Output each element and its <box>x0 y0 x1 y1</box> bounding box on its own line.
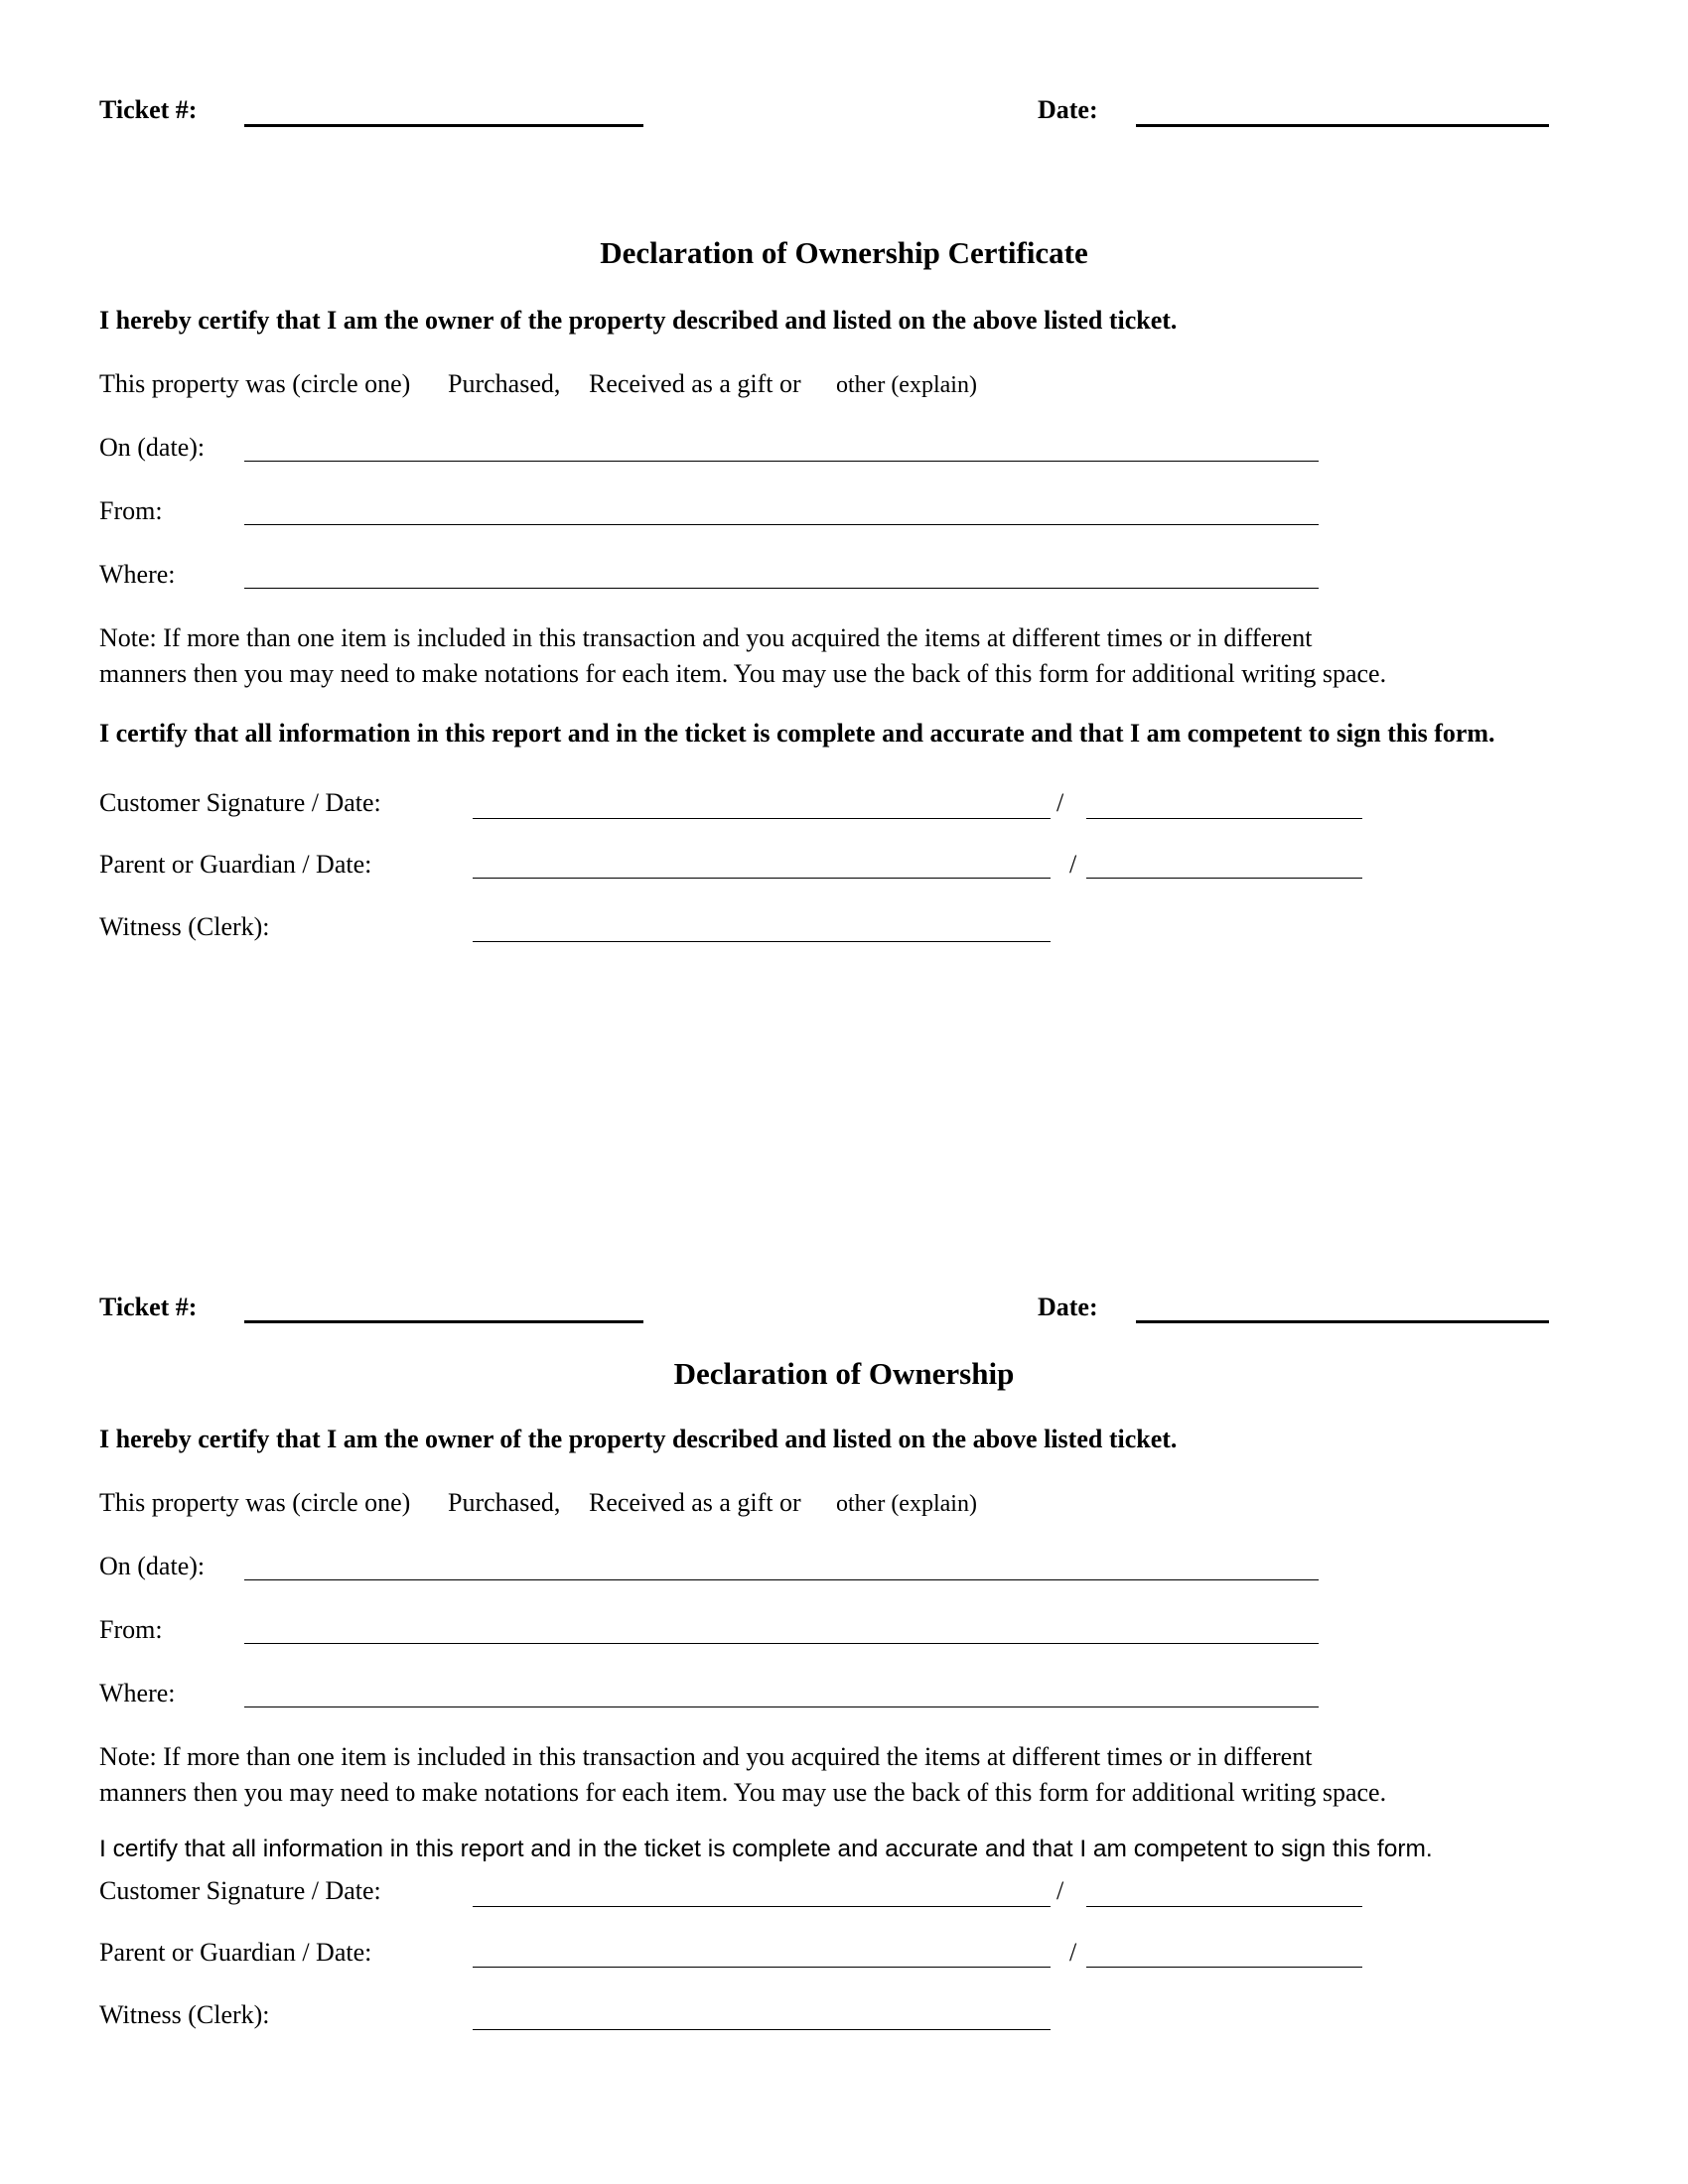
parent-date-field[interactable] <box>1086 878 1362 879</box>
from-label: From: <box>99 1615 163 1644</box>
property-prefix: This property was (circle one) <box>99 369 411 398</box>
note-line-2: manners then you may need to make notations for each item. You may use the back of this form for additional writing space. <box>99 659 1387 688</box>
on-date-label: On (date): <box>99 1552 206 1580</box>
ticket-label: Ticket #: <box>99 95 198 124</box>
date-field[interactable] <box>1136 1320 1549 1323</box>
where-label: Where: <box>99 560 176 589</box>
option-gift[interactable]: Received as a gift or <box>589 1488 801 1517</box>
note-line-2: manners then you may need to make notations for each item. You may use the back of this form for additional writing space. <box>99 1778 1387 1807</box>
parent-signature-field[interactable] <box>473 1967 1051 1968</box>
where-label: Where: <box>99 1679 176 1707</box>
witness-label: Witness (Clerk): <box>99 2000 270 2029</box>
witness-signature-field[interactable] <box>473 2029 1051 2030</box>
from-field[interactable] <box>244 1643 1319 1644</box>
from-label: From: <box>99 496 163 525</box>
certify-statement: I certify that all information in this report and in the ticket is complete and accurate and that I am competent to sign this form. <box>99 1836 1433 1862</box>
note-line-1: Note: If more than one item is included in this transaction and you acquired the items at different times or in different <box>99 623 1313 652</box>
parent-date-field[interactable] <box>1086 1967 1362 1968</box>
date-label: Date: <box>1038 95 1098 124</box>
ticket-label: Ticket #: <box>99 1293 198 1321</box>
on-date-label: On (date): <box>99 433 206 462</box>
form-title: Declaration of Ownership <box>673 1356 1015 1391</box>
option-other[interactable]: other (explain) <box>836 372 977 398</box>
where-field[interactable] <box>244 1706 1319 1707</box>
parent-guardian-label: Parent or Guardian / Date: <box>99 1938 372 1967</box>
witness-label: Witness (Clerk): <box>99 912 270 941</box>
witness-signature-field[interactable] <box>473 941 1051 942</box>
slash-separator: / <box>1069 1938 1077 1967</box>
certify-statement: I certify that all information in this report and in the ticket is complete and accurate and that I am competent to sign this form. <box>99 719 1495 748</box>
option-other[interactable]: other (explain) <box>836 1491 977 1517</box>
ticket-number-field[interactable] <box>244 124 643 127</box>
option-purchased[interactable]: Purchased, <box>448 1488 561 1517</box>
form-title: Declaration of Ownership Certificate <box>600 235 1088 270</box>
customer-date-field[interactable] <box>1086 1906 1362 1907</box>
hereby-statement: I hereby certify that I am the owner of the property described and listed on the above listed ticket. <box>99 1425 1178 1453</box>
customer-signature-field[interactable] <box>473 818 1051 819</box>
on-date-field[interactable] <box>244 1579 1319 1580</box>
parent-guardian-label: Parent or Guardian / Date: <box>99 850 372 879</box>
slash-separator: / <box>1056 788 1064 817</box>
customer-signature-label: Customer Signature / Date: <box>99 788 381 817</box>
where-field[interactable] <box>244 588 1319 589</box>
date-field[interactable] <box>1136 124 1549 127</box>
option-purchased[interactable]: Purchased, <box>448 369 561 398</box>
note-line-1: Note: If more than one item is included in this transaction and you acquired the items at different times or in different <box>99 1742 1313 1771</box>
from-field[interactable] <box>244 524 1319 525</box>
option-gift[interactable]: Received as a gift or <box>589 369 801 398</box>
hereby-statement: I hereby certify that I am the owner of the property described and listed on the above listed ticket. <box>99 306 1178 335</box>
slash-separator: / <box>1056 1876 1064 1905</box>
slash-separator: / <box>1069 850 1077 879</box>
parent-signature-field[interactable] <box>473 878 1051 879</box>
customer-date-field[interactable] <box>1086 818 1362 819</box>
property-prefix: This property was (circle one) <box>99 1488 411 1517</box>
customer-signature-label: Customer Signature / Date: <box>99 1876 381 1905</box>
date-label: Date: <box>1038 1293 1098 1321</box>
ticket-number-field[interactable] <box>244 1320 643 1323</box>
on-date-field[interactable] <box>244 461 1319 462</box>
customer-signature-field[interactable] <box>473 1906 1051 1907</box>
